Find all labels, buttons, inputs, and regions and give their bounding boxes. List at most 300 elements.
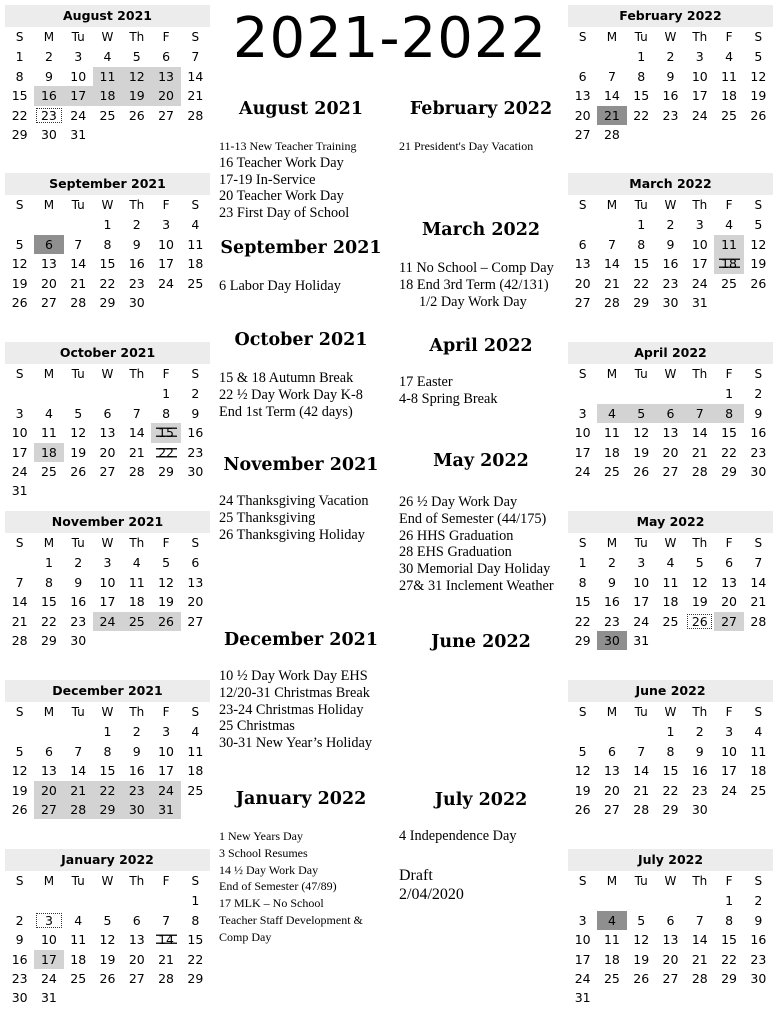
day-cell: 19: [691, 594, 708, 610]
day-cell: 20: [574, 275, 591, 291]
day-cell: 17: [34, 950, 63, 969]
weekday-label: W: [101, 874, 114, 888]
day-cell: 19: [750, 88, 767, 104]
day-cell: 13: [574, 256, 591, 272]
weekday-label: S: [578, 705, 587, 719]
day-cell: 28: [64, 800, 93, 819]
event-line: 10 ½ Day Work Day EHS: [219, 668, 368, 684]
day-cell: 27: [99, 463, 116, 479]
day-cell: 30: [70, 632, 87, 648]
empty-cell: [568, 891, 597, 910]
calendar-title: December 2021: [5, 680, 210, 702]
calendar-apr-2022: [568, 342, 773, 481]
calendar-dec-2021: [5, 680, 210, 819]
day-cell: 1: [103, 217, 112, 233]
event-line: 6 Labor Day Holiday: [219, 278, 341, 294]
empty-cell: [597, 722, 626, 741]
day-cell: 25: [750, 782, 767, 798]
day-cell: 22: [633, 275, 650, 291]
event-line: 20 Teacher Work Day: [219, 188, 344, 205]
day-cell: 3: [695, 217, 704, 233]
day-cell: 7: [74, 236, 83, 252]
day-cell: 15: [633, 256, 650, 272]
day-cell: 8: [637, 68, 646, 84]
day-cell: 18: [721, 88, 738, 104]
day-cell: 10: [158, 743, 175, 759]
day-cell: 11: [40, 425, 57, 441]
event-list-jul-2022: [399, 828, 517, 845]
day-cell: 26: [750, 275, 767, 291]
day-cell: 16: [11, 951, 28, 967]
weekday-label: M: [606, 198, 618, 212]
day-cell: 20: [99, 444, 116, 460]
day-cell: 22: [721, 951, 738, 967]
day-cell: 17: [11, 444, 28, 460]
day-cell: 3: [34, 911, 63, 930]
weekday-label: S: [754, 874, 763, 888]
day-cell: 11: [93, 67, 122, 86]
weekday-label: W: [664, 367, 677, 381]
day-cell: 26: [574, 801, 591, 817]
day-cell: 22: [151, 443, 180, 462]
day-cell: 1: [637, 49, 646, 65]
weekday-label: Tu: [71, 874, 85, 888]
day-cell: 9: [666, 236, 675, 252]
weekday-label: Th: [692, 705, 708, 719]
day-cell: 18: [34, 443, 63, 462]
day-cell: 19: [99, 951, 116, 967]
day-cell: 26: [11, 294, 28, 310]
empty-cell: [64, 215, 93, 234]
day-cell: 15: [721, 425, 738, 441]
day-cell: 10: [158, 236, 175, 252]
day-cell: 11: [662, 574, 679, 590]
empty-cell: [656, 891, 685, 910]
empty-cell: [93, 384, 122, 403]
day-cell: 6: [656, 404, 685, 423]
day-cell: 10: [633, 574, 650, 590]
weekday-label: Th: [129, 536, 145, 550]
month-heading-sep-2021: September 2021: [220, 238, 382, 258]
day-cell: 11: [603, 425, 620, 441]
weekday-label: W: [101, 367, 114, 381]
day-cell: 22: [633, 107, 650, 123]
day-cell: 16: [603, 594, 620, 610]
day-cell: 11: [187, 236, 204, 252]
day-cell: 20: [721, 594, 738, 610]
day-cell: 19: [11, 275, 28, 291]
day-cell: 16: [691, 763, 708, 779]
day-cell: 28: [691, 463, 708, 479]
day-cell: 20: [187, 594, 204, 610]
calendar-aug-2021: [5, 5, 210, 144]
empty-cell: [597, 215, 626, 234]
weekday-label: M: [43, 536, 55, 550]
weekday-label: W: [664, 536, 677, 550]
day-cell: 20: [151, 86, 180, 105]
event-line: 26 HHS Graduation: [399, 527, 514, 544]
weekday-label: S: [578, 198, 587, 212]
day-cell: 18: [70, 951, 87, 967]
day-cell: 15: [11, 88, 28, 104]
event-line: 4 Independence Day: [399, 828, 517, 844]
day-cell: 21: [64, 781, 93, 800]
day-cell: 12: [633, 932, 650, 948]
day-cell: 9: [44, 68, 53, 84]
weekday-label: F: [162, 30, 170, 44]
calendar-title: August 2021: [5, 5, 210, 27]
empty-cell: [64, 384, 93, 403]
day-cell: 19: [750, 256, 767, 272]
day-cell: 7: [607, 236, 616, 252]
day-cell: 14: [151, 930, 180, 949]
event-line: 30-31 New Year’s Holiday: [219, 735, 373, 752]
event-line: 3 School Resumes: [219, 845, 308, 860]
day-cell: 6: [666, 912, 675, 928]
day-cell: 21: [11, 613, 28, 629]
day-cell: 17: [691, 88, 708, 104]
weekday-label: W: [101, 536, 114, 550]
empty-cell: [64, 891, 93, 910]
day-cell: 26: [685, 612, 714, 631]
day-cell: 11: [714, 235, 743, 254]
empty-cell: [597, 891, 626, 910]
day-cell: 13: [662, 932, 679, 948]
day-cell: 30: [597, 631, 626, 650]
day-cell: 20: [574, 107, 591, 123]
day-cell: 1: [578, 555, 587, 571]
day-cell: 18: [714, 254, 743, 273]
day-cell: 29: [187, 970, 204, 986]
weekday-label: M: [43, 367, 55, 381]
weekday-label: W: [664, 30, 677, 44]
day-cell: 10: [11, 425, 28, 441]
weekday-label: S: [15, 198, 24, 212]
calendar-title: January 2022: [5, 849, 210, 871]
day-cell: 14: [187, 68, 204, 84]
weekday-label: Tu: [634, 367, 648, 381]
day-cell: 31: [151, 800, 180, 819]
day-cell: 7: [132, 405, 141, 421]
event-line: 4-8 Spring Break: [399, 390, 498, 407]
weekday-label: Tu: [634, 30, 648, 44]
day-cell: 23: [187, 444, 204, 460]
empty-cell: [122, 384, 151, 403]
weekday-label: M: [606, 30, 618, 44]
weekday-label: S: [578, 874, 587, 888]
weekday-label: S: [191, 30, 200, 44]
day-cell: 26: [70, 463, 87, 479]
event-line: 26 Thanksgiving Holiday: [219, 526, 365, 543]
day-cell: 14: [691, 932, 708, 948]
calendar-grid: [5, 534, 210, 650]
weekday-label: M: [43, 705, 55, 719]
day-cell: 28: [603, 294, 620, 310]
calendar-may-2022: [568, 511, 773, 650]
weekday-label: W: [664, 198, 677, 212]
weekday-label: S: [754, 367, 763, 381]
day-cell: 29: [99, 294, 116, 310]
weekday-label: F: [725, 30, 733, 44]
day-cell: 15: [187, 932, 204, 948]
day-cell: 27: [662, 970, 679, 986]
event-line: 12/20-31 Christmas Break: [219, 684, 370, 701]
calendar-jun-2022: [568, 680, 773, 819]
event-list-oct-2021: [219, 370, 363, 420]
day-cell: 14: [691, 425, 708, 441]
day-cell: 18: [187, 256, 204, 272]
day-cell: 11: [128, 574, 145, 590]
calendar-grid: [568, 365, 773, 481]
day-cell: 13: [40, 256, 57, 272]
event-line: End of Semester (47/89): [219, 879, 337, 894]
day-cell: 27: [187, 613, 204, 629]
empty-cell: [34, 215, 63, 234]
day-cell: 3: [162, 724, 171, 740]
day-cell: 30: [40, 126, 57, 142]
day-cell: 8: [44, 574, 53, 590]
event-list-jan-2022: [219, 828, 363, 946]
empty-cell: [568, 215, 597, 234]
empty-cell: [34, 722, 63, 741]
day-cell: 15: [574, 594, 591, 610]
weekday-label: M: [43, 198, 55, 212]
weekday-label: F: [162, 367, 170, 381]
weekday-label: Tu: [71, 367, 85, 381]
day-cell: 23: [662, 107, 679, 123]
day-cell: 5: [15, 236, 24, 252]
day-cell: 24: [151, 781, 180, 800]
day-cell: 21: [128, 444, 145, 460]
day-cell: 15: [99, 763, 116, 779]
day-cell: 18: [93, 86, 122, 105]
event-line: 17 Easter: [399, 374, 453, 390]
day-cell: 22: [11, 107, 28, 123]
day-cell: 1: [666, 724, 675, 740]
day-cell: 5: [132, 49, 141, 65]
day-cell: 16: [662, 256, 679, 272]
event-line: 30 Memorial Day Holiday: [399, 561, 551, 578]
day-cell: 29: [158, 463, 175, 479]
day-cell: 23: [750, 951, 767, 967]
day-cell: 7: [15, 574, 24, 590]
day-cell: 10: [99, 574, 116, 590]
event-line: 1/2 Day Work Day: [419, 293, 527, 310]
day-cell: 17: [158, 763, 175, 779]
day-cell: 23: [34, 106, 63, 125]
weekday-label: F: [725, 705, 733, 719]
weekday-label: F: [162, 198, 170, 212]
weekday-label: S: [191, 536, 200, 550]
day-cell: 5: [695, 555, 704, 571]
event-line: 21 President's Day Vacation: [399, 139, 534, 153]
day-cell: 5: [627, 404, 656, 423]
day-cell: 29: [662, 801, 679, 817]
day-cell: 28: [633, 801, 650, 817]
day-cell: 25: [721, 107, 738, 123]
event-line: 11 No School – Comp Day: [399, 260, 554, 276]
weekday-label: Tu: [71, 30, 85, 44]
weekday-label: S: [191, 198, 200, 212]
event-line: 22 ½ Day Work Day K-8: [219, 386, 363, 403]
month-heading-may-2022: May 2022: [433, 451, 529, 471]
day-cell: 17: [691, 256, 708, 272]
day-cell: 23: [70, 613, 87, 629]
day-cell: 1: [725, 386, 734, 402]
day-cell: 9: [666, 68, 675, 84]
day-cell: 24: [691, 107, 708, 123]
weekday-label: W: [101, 198, 114, 212]
day-cell: 30: [691, 801, 708, 817]
day-cell: 14: [70, 256, 87, 272]
empty-cell: [656, 384, 685, 403]
day-cell: 2: [754, 386, 763, 402]
day-cell: 15: [721, 932, 738, 948]
empty-cell: [5, 722, 34, 741]
weekday-label: Th: [129, 198, 145, 212]
month-heading-dec-2021: December 2021: [223, 630, 378, 650]
weekday-label: S: [191, 874, 200, 888]
event-line: 28 EHS Graduation: [399, 544, 512, 561]
day-cell: 15: [633, 88, 650, 104]
day-cell: 26: [128, 107, 145, 123]
day-cell: 19: [122, 86, 151, 105]
day-cell: 25: [603, 463, 620, 479]
day-cell: 5: [74, 405, 83, 421]
day-cell: 19: [158, 594, 175, 610]
day-cell: 18: [128, 594, 145, 610]
event-list-feb-2022: [399, 138, 533, 155]
day-cell: 30: [122, 800, 151, 819]
weekday-label: Th: [129, 30, 145, 44]
empty-cell: [34, 891, 63, 910]
day-cell: 8: [162, 405, 171, 421]
day-cell: 24: [691, 275, 708, 291]
day-cell: 24: [11, 463, 28, 479]
month-heading-aug-2021: August 2021: [239, 99, 363, 119]
day-cell: 18: [187, 763, 204, 779]
day-cell: 17: [158, 256, 175, 272]
day-cell: 5: [754, 49, 763, 65]
calendar-grid: [568, 534, 773, 650]
event-line: 15 & 18 Autumn Break: [219, 370, 354, 386]
day-cell: 8: [578, 574, 587, 590]
day-cell: 26: [750, 107, 767, 123]
day-cell: 8: [637, 236, 646, 252]
day-cell: 6: [34, 235, 63, 254]
day-cell: 19: [70, 444, 87, 460]
day-cell: 29: [721, 970, 738, 986]
day-cell: 14: [128, 425, 145, 441]
draft-note: [399, 866, 464, 904]
day-cell: 21: [691, 951, 708, 967]
calendar-nov-2021: [5, 511, 210, 650]
day-cell: 8: [103, 236, 112, 252]
day-cell: 8: [725, 912, 734, 928]
day-cell: 12: [750, 68, 767, 84]
day-cell: 23: [122, 781, 151, 800]
day-cell: 24: [70, 107, 87, 123]
day-cell: 5: [637, 912, 646, 928]
day-cell: 15: [151, 423, 180, 442]
day-cell: 7: [637, 743, 646, 759]
day-cell: 3: [103, 555, 112, 571]
day-cell: 23: [691, 782, 708, 798]
day-cell: 27: [574, 294, 591, 310]
day-cell: 11: [603, 932, 620, 948]
day-cell: 2: [15, 912, 24, 928]
empty-cell: [34, 384, 63, 403]
empty-cell: [5, 891, 34, 910]
event-line: 14 ½ Day Work Day: [219, 862, 319, 877]
day-cell: 7: [74, 743, 83, 759]
calendar-grid: [568, 872, 773, 1008]
day-cell: 9: [754, 912, 763, 928]
event-list-apr-2022: [399, 374, 497, 408]
day-cell: 3: [578, 912, 587, 928]
day-cell: 21: [158, 951, 175, 967]
event-list-mar-2022: [399, 260, 554, 310]
day-cell: 25: [99, 107, 116, 123]
day-cell: 27: [40, 294, 57, 310]
day-cell: 20: [128, 951, 145, 967]
day-cell: 24: [574, 463, 591, 479]
day-cell: 7: [162, 912, 171, 928]
day-cell: 16: [128, 256, 145, 272]
day-cell: 6: [725, 555, 734, 571]
day-cell: 30: [11, 990, 28, 1006]
weekday-label: Th: [692, 536, 708, 550]
day-cell: 22: [662, 782, 679, 798]
day-cell: 3: [578, 405, 587, 421]
day-cell: 23: [128, 275, 145, 291]
event-line: 23 First Day of School: [219, 205, 350, 222]
day-cell: 16: [750, 932, 767, 948]
day-cell: 2: [666, 49, 675, 65]
day-cell: 16: [34, 86, 63, 105]
day-cell: 4: [44, 405, 53, 421]
day-cell: 2: [44, 49, 53, 65]
empty-cell: [151, 891, 180, 910]
day-cell: 20: [603, 782, 620, 798]
day-cell: 2: [74, 555, 83, 571]
day-cell: 17: [574, 951, 591, 967]
weekday-label: S: [15, 705, 24, 719]
day-cell: 29: [93, 800, 122, 819]
day-cell: 25: [187, 782, 204, 798]
day-cell: 2: [666, 217, 675, 233]
day-cell: 29: [40, 632, 57, 648]
event-line: 27& 31 Inclement Weather: [399, 577, 554, 594]
calendar-title: September 2021: [5, 173, 210, 195]
day-cell: 15: [40, 594, 57, 610]
weekday-label: W: [664, 874, 677, 888]
day-cell: 22: [574, 613, 591, 629]
day-cell: 1: [637, 217, 646, 233]
day-cell: 13: [662, 425, 679, 441]
day-cell: 31: [691, 294, 708, 310]
day-cell: 9: [15, 932, 24, 948]
day-cell: 26: [11, 801, 28, 817]
day-cell: 9: [74, 574, 83, 590]
weekday-label: M: [606, 536, 618, 550]
day-cell: 30: [187, 463, 204, 479]
day-cell: 9: [191, 405, 200, 421]
day-cell: 4: [597, 404, 626, 423]
day-cell: 12: [750, 236, 767, 252]
day-cell: 25: [721, 275, 738, 291]
day-cell: 2: [191, 386, 200, 402]
